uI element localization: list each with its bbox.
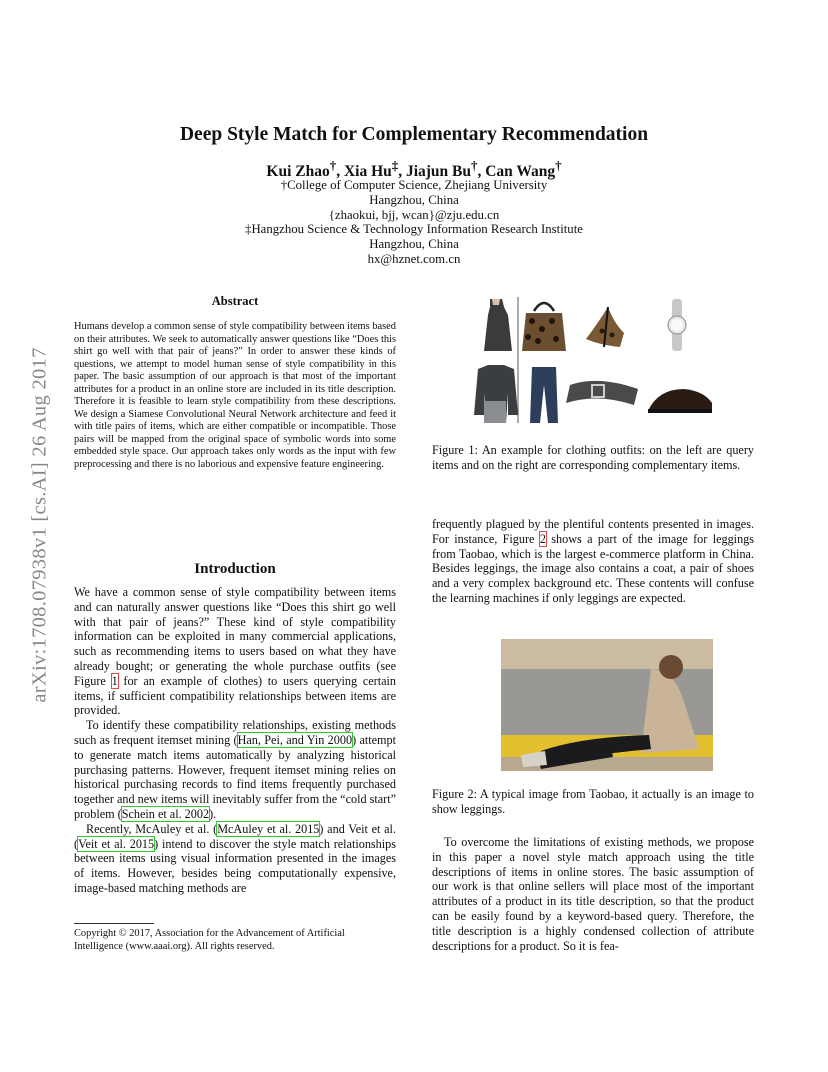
paragraph: We have a common sense of style compatibility between items and can naturally answer questions like “Does this shirt go well with that pair of jeans?” These kind of style compatibility information can be exploited in many commercial applications, such as recommending items to users based on what they have already bought; or generating the whole purchase outfits (see Figure 1 for an example of clothes) to users querying certain items, if sufficient compatibility relationships between items are provided.: [74, 585, 396, 718]
introduction-right-column-continued: [432, 835, 754, 953]
figure-2-leggings-photo: [501, 639, 713, 771]
affiliations: [0, 178, 828, 267]
introduction-right-column: [432, 517, 754, 606]
citation-link[interactable]: McAuley et al. 2015: [217, 821, 320, 836]
figure-2-link[interactable]: 2: [539, 531, 546, 546]
heel-shoe-image: [586, 307, 624, 347]
affiliation-line: hx@hznet.com.cn: [367, 251, 461, 266]
author-name: Kui Zhao: [266, 163, 330, 181]
author-mark: ‡: [391, 158, 399, 173]
paragraph: frequently plagued by the plentiful contents presented in images. For instance, Figure 2 shows a part of the image for leggings from Taobao, which is the largest e-commerce platform in China. Besides leggings, the image also contains a coat, a pair of shoes and a very complex background etc. These contents will confuse the learning machines if only leggings are expected.: [432, 517, 754, 605]
paper-title: Deep Style Match for Complementary Recommendation: [179, 124, 649, 145]
paragraph: To overcome the limitations of existing methods, we propose in this paper a novel style match approach using the title descriptions of items in online stores. The basic assumption of our work is that online sellers will place most of the important attributes of a product in its title description, so that the product can be easily found by a keyword-based query. Therefore, the title description is a highly condensed collection of attribute descriptions for a product. So it is fea-: [432, 835, 754, 953]
belt-image: [566, 381, 638, 405]
introduction-heading: Introduction: [194, 561, 276, 577]
citation-link[interactable]: Han, Pei, and Yin 2000: [237, 732, 353, 747]
author-name: Can Wang: [485, 163, 556, 181]
figure-1-caption: Figure 1: An example for clothing outfits: on the left are query items and on the right are corresponding complementary items.: [432, 443, 754, 472]
paragraph: Recently, McAuley et al. (McAuley et al. 2015) and Veit et al. (Veit et al. 2015) intend to discover the style match relationships between items using visual information presented in the images of items. However, besides being computationally expensive, image-based matching methods are: [74, 821, 396, 895]
author-name: Jiajun Bu: [405, 163, 471, 181]
sweater-image: [474, 365, 518, 423]
loafer-image: [648, 389, 712, 413]
abstract-heading: Abstract: [211, 294, 259, 308]
handbag-image: [522, 303, 566, 351]
affiliation-line: ‡Hangzhou Science & Technology Information Research Institute: [245, 222, 583, 237]
affiliation-line: Hangzhou, China: [369, 237, 459, 252]
arxiv-id: arXiv:1708.07938v1 [cs.AI] 26 Aug 2017: [28, 347, 51, 703]
paragraph: To identify these compatibility relationships, existing methods such as frequent itemset mining (Han, Pei, and Yin 2000) attempt to generate match items automatically by analyzing historical purchasing patterns. However, frequent itemset mining relies on historical purchasing records to find items frequently purchased together and new items will inevitably suffer from the “cold start” problem (Schein et al. 2002).: [74, 718, 397, 821]
figure-1-outfit-image: [468, 293, 716, 429]
jeans-image: [530, 367, 558, 423]
introduction-left-column: [74, 585, 396, 896]
copyright-footnote: Copyright © 2017, Association for the Advancement of Artificial Intelligence (www.aaai.org). All rights reserved.: [74, 928, 345, 952]
dress-image: [484, 299, 512, 351]
footnote-rule: [74, 923, 154, 924]
affiliation-line: {zhaokui, bjj, wcan}@zju.edu.cn: [328, 207, 500, 222]
author-mark: †: [329, 158, 337, 173]
author-mark: †: [555, 158, 562, 173]
citation-link[interactable]: Veit et al. 2015: [78, 836, 155, 851]
abstract-text: Humans develop a common sense of style compatibility between items based on their attributes. We seek to automatically answer questions like “Does this shirt go well with that pair of jeans?” In order to answer these kinds of questions, we attempt to model human sense of style compatibility in this paper. The basic assumption of our approach is that most of the important attributes for a product in an online store are included in its title description. Therefore it is feasible to learn style compatibility from these descriptions. We design a Siamese Convolutional Neural Network architecture and feed it with title pairs of items, which are either compatible or incompatible. Those pairs will be mapped from the original space of symbolic words into some embedded style space. Our approach takes only words as the input with few preprocessing and there is no laborious and expensive feature engineering.: [74, 321, 396, 471]
affiliation-line: Hangzhou, China: [369, 192, 459, 207]
author-list: Kui Zhao†, Xia Hu‡, Jiajun Bu†, Can Wang†: [266, 158, 562, 181]
watch-image: [668, 299, 686, 351]
author-mark: †: [471, 158, 478, 173]
author-name: Xia Hu: [343, 163, 392, 181]
citation-link[interactable]: Schein et al. 2002: [121, 806, 210, 821]
affiliation-line: †College of Computer Science, Zhejiang University: [280, 178, 548, 192]
arxiv-sidebar-stamp: [20, 290, 60, 760]
figure-2-caption: Figure 2: A typical image from Taobao, it actually is an image to show leggings.: [432, 787, 754, 816]
figure-1-link[interactable]: 1: [111, 673, 118, 688]
